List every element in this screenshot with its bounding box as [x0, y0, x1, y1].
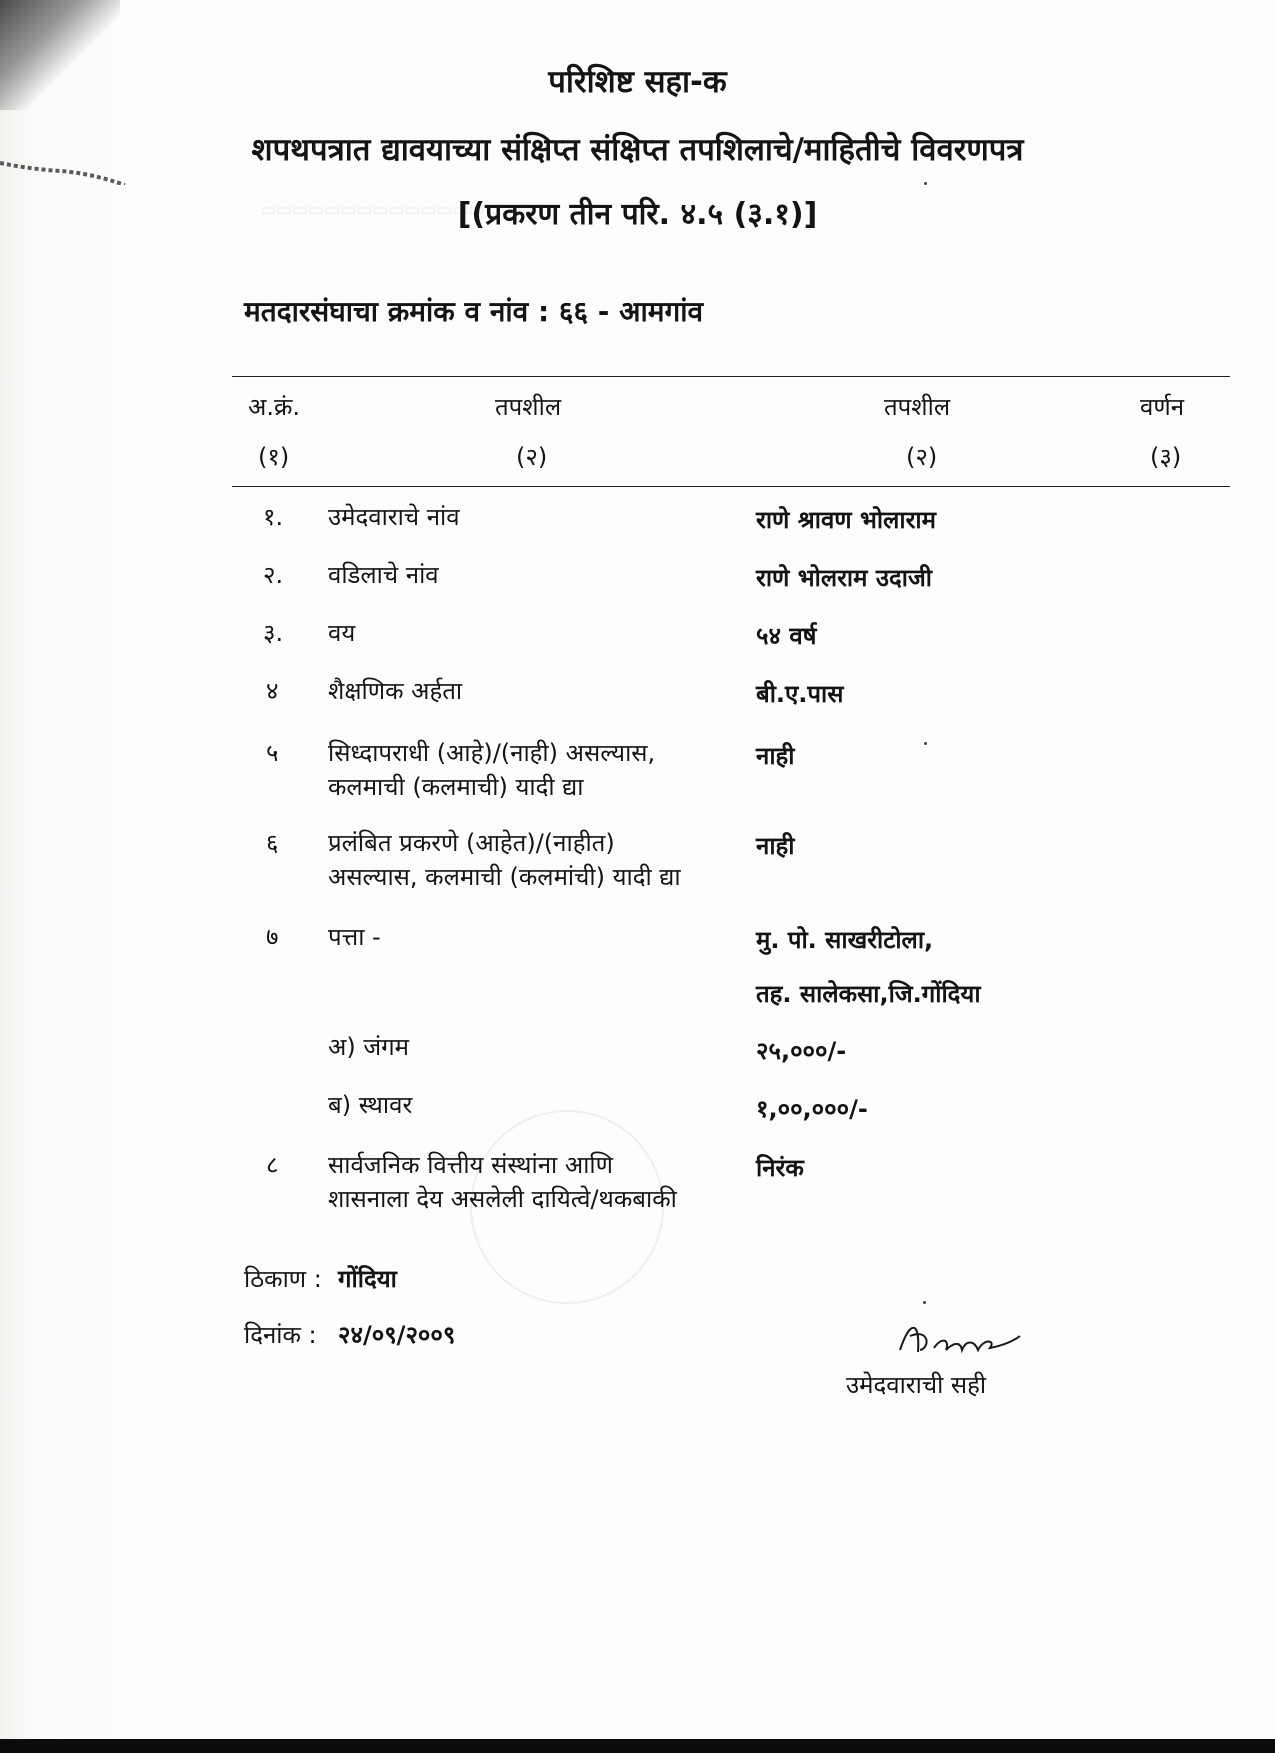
form-title: शपथपत्रात द्यावयाच्या संक्षिप्त संक्षिप्त तपशिलाचे/माहितीचे विवरणपत्र: [251, 132, 1024, 168]
row-detail: पत्ता -: [328, 923, 381, 951]
faint-stamp: [470, 1110, 664, 1304]
header-details: तपशील: [495, 393, 562, 421]
row-value: ५४ वर्ष: [756, 622, 817, 650]
row-detail: उमेदवाराचे नांव: [328, 503, 460, 531]
row-detail: सार्वजनिक वित्तीय संस्थांना आणि: [328, 1151, 613, 1179]
row-detail: सिध्दापराधी (आहे)/(नाही) असल्यास,: [328, 739, 656, 767]
header-description: वर्णन: [1140, 393, 1185, 421]
header-serial: अ.क्रं.: [248, 393, 301, 421]
row-value-cont: तह. सालेकसा,जि.गोंदिया: [756, 980, 981, 1008]
row-number: १.: [263, 503, 284, 531]
place-label: ठिकाण :: [244, 1265, 322, 1293]
speck: [924, 182, 927, 185]
header-details-2: तपशील: [884, 393, 951, 421]
date-value: २४/०९/२००९: [338, 1321, 456, 1349]
row-number: ६: [266, 829, 279, 857]
table-header-rule: [232, 486, 1230, 487]
appendix-title: परिशिष्ट सहा-क: [548, 64, 727, 100]
speck: [923, 1301, 926, 1304]
row-detail: ब) स्थावर: [328, 1091, 413, 1119]
row-value: राणे श्रावण भोलाराम: [756, 506, 936, 534]
row-detail: वय: [328, 619, 356, 647]
date-label: दिनांक :: [244, 1321, 317, 1349]
header-serial-num: (१): [258, 443, 290, 471]
row-value: २५,०००/-: [756, 1037, 847, 1065]
header-details-2-num: (२): [906, 443, 938, 471]
row-detail-cont: असल्यास, कलमाची (कलमांची) यादी द्या: [328, 863, 681, 891]
row-detail-cont: शासनाला देय असलेली दायित्वे/थकबाकी: [328, 1185, 677, 1213]
place-value: गोंदिया: [338, 1265, 397, 1293]
speck: [924, 742, 927, 745]
row-detail: वडिलाचे नांव: [328, 561, 439, 589]
table-top-rule: [232, 376, 1230, 377]
row-value: १,००,०००/-: [756, 1095, 868, 1123]
row-number: ३.: [263, 619, 284, 647]
constituency-line: मतदारसंघाचा क्रमांक व नांव : ६६ - आमगांव: [244, 295, 704, 328]
row-value: मु. पो. साखरीटोला,: [756, 926, 934, 954]
row-value: निरंक: [756, 1154, 804, 1182]
row-number: ५: [266, 739, 279, 767]
header-details-num: (२): [516, 443, 548, 471]
scan-edge: [0, 1739, 1275, 1753]
row-value: नाही: [756, 832, 795, 860]
row-number: ४: [266, 677, 279, 705]
bleed-through: ▭▭▭▭▭▭▭▭▭▭▭▭▭▭▭▭▭: [260, 200, 534, 219]
row-value: बी.ए.पास: [756, 680, 844, 708]
row-number: ८: [266, 1151, 279, 1179]
signature-label: उमेदवाराची सही: [846, 1371, 987, 1399]
row-value: नाही: [756, 742, 795, 770]
row-number: ७: [266, 923, 279, 951]
candidate-signature: [890, 1310, 1030, 1370]
row-detail: अ) जंगम: [328, 1033, 410, 1061]
row-number: २.: [263, 561, 284, 589]
row-detail: शैक्षणिक अर्हता: [328, 677, 463, 705]
chapter-reference: [(प्रकरण तीन परि. ४.५ (३.१)]: [457, 197, 818, 232]
row-detail: प्रलंबित प्रकरणे (आहेत)/(नाहीत): [328, 829, 615, 857]
row-detail-cont: कलमाची (कलमाची) यादी द्या: [328, 773, 584, 801]
row-value: राणे भोलराम उदाजी: [756, 564, 932, 592]
header-description-num: (३): [1150, 443, 1182, 471]
